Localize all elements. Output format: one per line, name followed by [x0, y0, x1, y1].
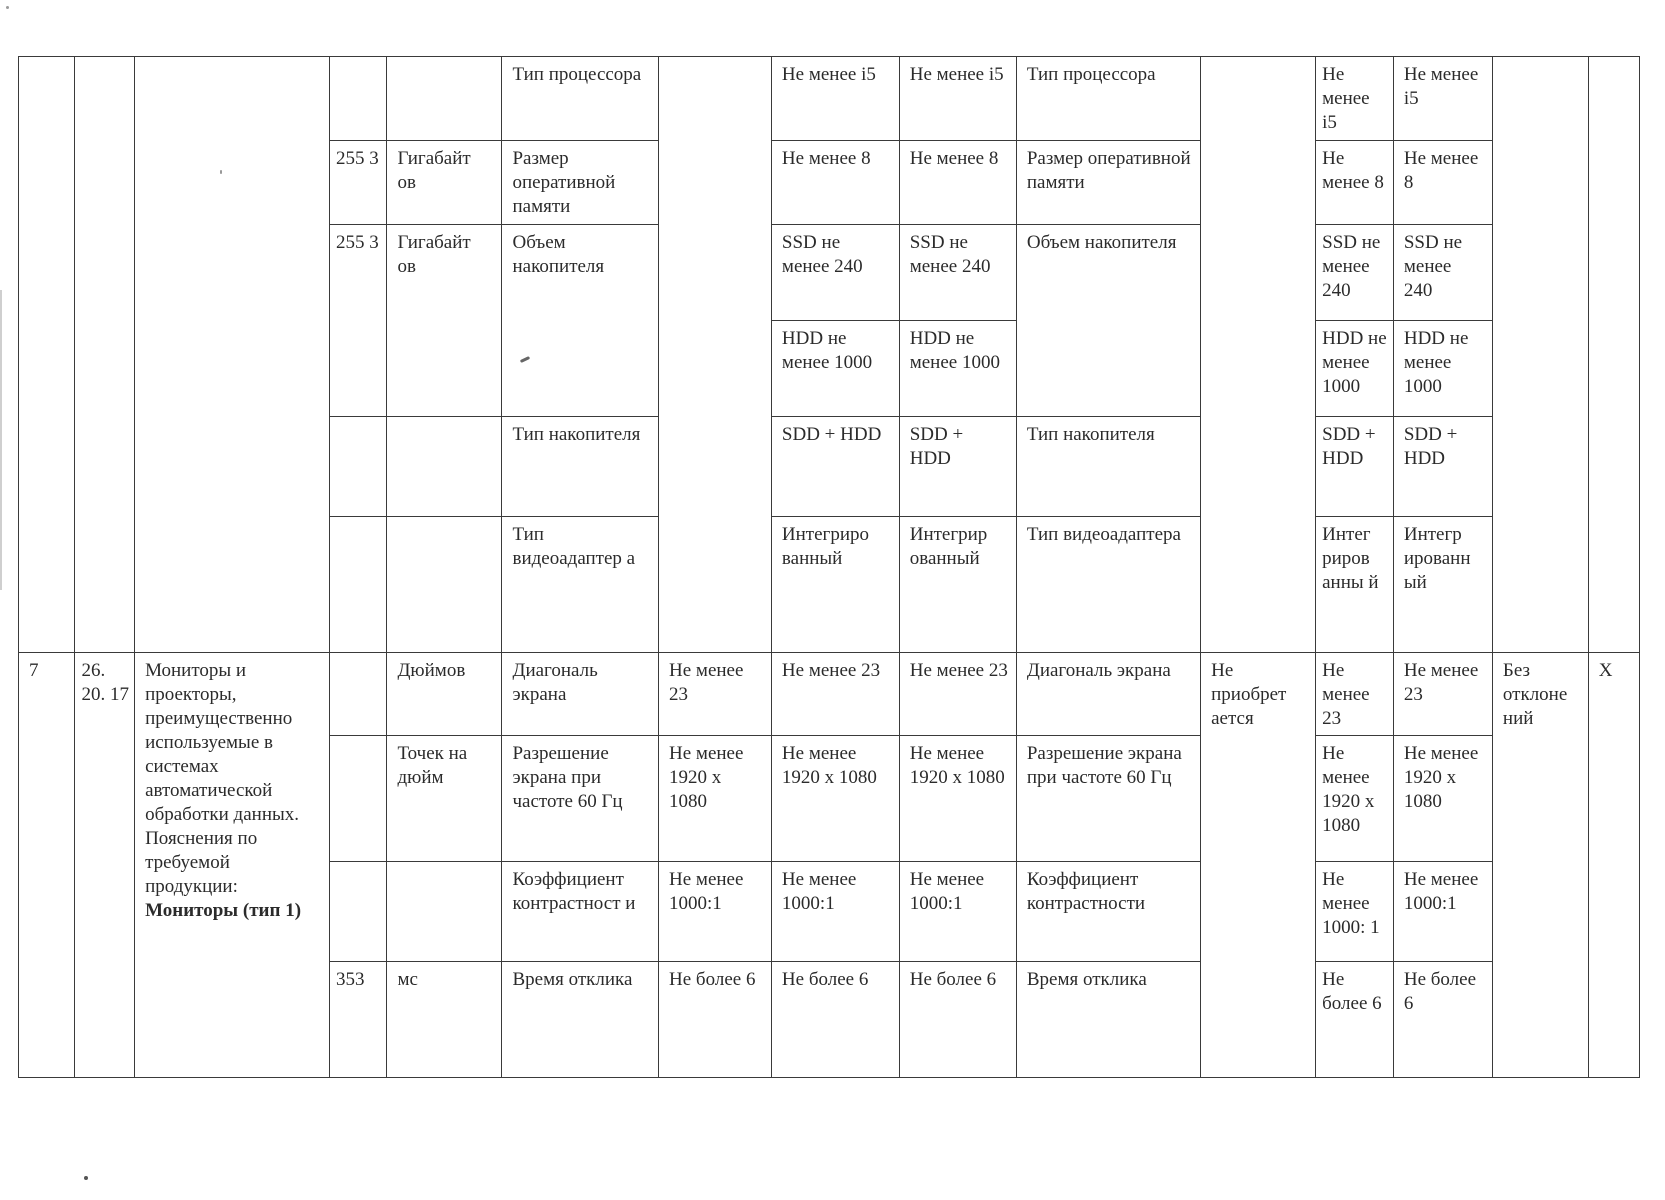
characteristic-name-cell: Размер оперативной памяти — [502, 141, 659, 225]
cell: SSD не менее 240 — [1316, 225, 1394, 321]
cell: Не более 6 — [1316, 962, 1394, 1078]
okei-code-cell: 255 3 — [329, 225, 387, 417]
characteristic-name-cell: Время отклика — [1016, 962, 1200, 1078]
okei-code-cell: 255 3 — [329, 141, 387, 225]
cell: Интегр ированн ый — [1393, 517, 1492, 653]
cell: Не менее 1000:1 — [771, 862, 899, 962]
cell: Интегриро ванный — [771, 517, 899, 653]
okei-code-cell — [329, 417, 387, 517]
unit-name-cell — [387, 862, 502, 962]
okei-code-cell — [329, 57, 387, 141]
cell: SDD + HDD — [1393, 417, 1492, 517]
unit-name-cell — [387, 57, 502, 141]
cell: HDD не менее 1000 — [1393, 321, 1492, 417]
characteristic-name-cell: Разрешение экрана при частоте 60 Гц — [1016, 736, 1200, 862]
unit-name-cell: Точек на дюйм — [387, 736, 502, 862]
okei-code-cell — [329, 736, 387, 862]
cell: Не более 6 — [1393, 962, 1492, 1078]
unit-name-cell: мс — [387, 962, 502, 1078]
unit-name-cell — [387, 517, 502, 653]
unit-name-cell: Гигабайт ов — [387, 141, 502, 225]
product-name-cell-continued — [135, 57, 330, 653]
characteristic-name-cell: Тип процессора — [502, 57, 659, 141]
cell: Не менее 23 — [899, 653, 1016, 736]
table-row — [19, 653, 1640, 736]
cell: HDD не менее 1000 — [899, 321, 1016, 417]
characteristic-name-cell: Коэффициент контрастност и — [502, 862, 659, 962]
cell: SDD + HDD — [899, 417, 1016, 517]
cell: Не менее 1920 х 1080 — [1393, 736, 1492, 862]
okei-code-cell — [329, 862, 387, 962]
okei-code-cell — [329, 653, 387, 736]
cell — [1588, 57, 1639, 653]
unit-name-cell: Гигабайт ов — [387, 225, 502, 417]
cell: Интегрир ованный — [899, 517, 1016, 653]
cell: Не менее 1000: 1 — [1316, 862, 1394, 962]
scan-speck — [84, 1176, 88, 1180]
cell: Не более 6 — [899, 962, 1016, 1078]
cell: Не менее i5 — [771, 57, 899, 141]
cell: Не менее 1920 х 1080 — [771, 736, 899, 862]
cell: Не более 6 — [659, 962, 772, 1078]
scan-edge-mark — [0, 290, 2, 590]
cell: Без отклоне ний — [1492, 653, 1588, 1078]
characteristic-name-cell: Время отклика — [502, 962, 659, 1078]
product-description: Мониторы и проекторы, преимущественно используемые в системах автоматической обработки данных. Пояснения по требуемой продукции: — [145, 660, 299, 897]
cell: Не более 6 — [771, 962, 899, 1078]
okei-code-cell — [329, 517, 387, 653]
characteristic-name-cell: Диагональ экрана — [502, 653, 659, 736]
characteristic-name-cell: Диагональ экрана — [1016, 653, 1200, 736]
okei-code-cell: 353 — [329, 962, 387, 1078]
cell — [1201, 57, 1316, 653]
unit-name-cell: Дюймов — [387, 653, 502, 736]
cell: Не менее i5 — [1393, 57, 1492, 141]
okpd-code-cell: 26. 20. 17 — [75, 653, 135, 1078]
cell: Не менее 1000:1 — [659, 862, 772, 962]
scan-speck — [6, 6, 9, 9]
cell: SSD не менее 240 — [771, 225, 899, 321]
cell: SSD не менее 240 — [899, 225, 1016, 321]
cell: Не менее i5 — [1316, 57, 1394, 141]
cell: Не менее 23 — [771, 653, 899, 736]
cell: Не менее i5 — [899, 57, 1016, 141]
product-type-label: Мониторы (тип 1) — [145, 900, 302, 921]
okpd-code-cell-continued — [75, 57, 135, 653]
cell: SSD не менее 240 — [1393, 225, 1492, 321]
item-number-cell-continued — [19, 57, 75, 653]
cell: Не менее 8 — [1316, 141, 1394, 225]
item-number-cell: 7 — [19, 653, 75, 1078]
cell: Не менее 1000:1 — [899, 862, 1016, 962]
cell: Не менее 1000:1 — [1393, 862, 1492, 962]
cell: Не менее 8 — [899, 141, 1016, 225]
cell: Интег риров анны й — [1316, 517, 1394, 653]
cell: Не менее 1920 х 1080 — [659, 736, 772, 862]
cell: SDD + HDD — [771, 417, 899, 517]
table-row — [19, 57, 1640, 141]
cell: HDD не менее 1000 — [771, 321, 899, 417]
cell: HDD не менее 1000 — [1316, 321, 1394, 417]
cell: Не менее 8 — [771, 141, 899, 225]
cell: Не менее 1920 х 1080 — [899, 736, 1016, 862]
characteristic-name-cell: Объем накопителя — [502, 225, 659, 417]
cell — [1492, 57, 1588, 653]
characteristic-name-cell: Объем накопителя — [1016, 225, 1200, 417]
characteristic-name-cell: Тип накопителя — [1016, 417, 1200, 517]
cell: Не менее 8 — [1393, 141, 1492, 225]
unit-name-cell — [387, 417, 502, 517]
specification-table — [18, 56, 1640, 1078]
characteristic-name-cell: Тип видеоадаптера — [1016, 517, 1200, 653]
cell: Не приобрет ается — [1201, 653, 1316, 1078]
cell: Не менее 1920 х 1080 — [1316, 736, 1394, 862]
product-name-cell — [135, 653, 330, 1078]
cell: Не менее 23 — [1393, 653, 1492, 736]
characteristic-name-cell: Тип накопителя — [502, 417, 659, 517]
characteristic-name-cell: Тип процессора — [1016, 57, 1200, 141]
cell: Не менее 23 — [1316, 653, 1394, 736]
cell: X — [1588, 653, 1639, 1078]
characteristic-name-cell: Разрешение экрана при частоте 60 Гц — [502, 736, 659, 862]
characteristic-name-cell: Коэффициент контрастности — [1016, 862, 1200, 962]
characteristic-name-cell: Тип видеоадаптер а — [502, 517, 659, 653]
cell: SDD + HDD — [1316, 417, 1394, 517]
cell — [659, 57, 772, 653]
characteristic-name-cell: Размер оперативной памяти — [1016, 141, 1200, 225]
cell: Не менее 23 — [659, 653, 772, 736]
